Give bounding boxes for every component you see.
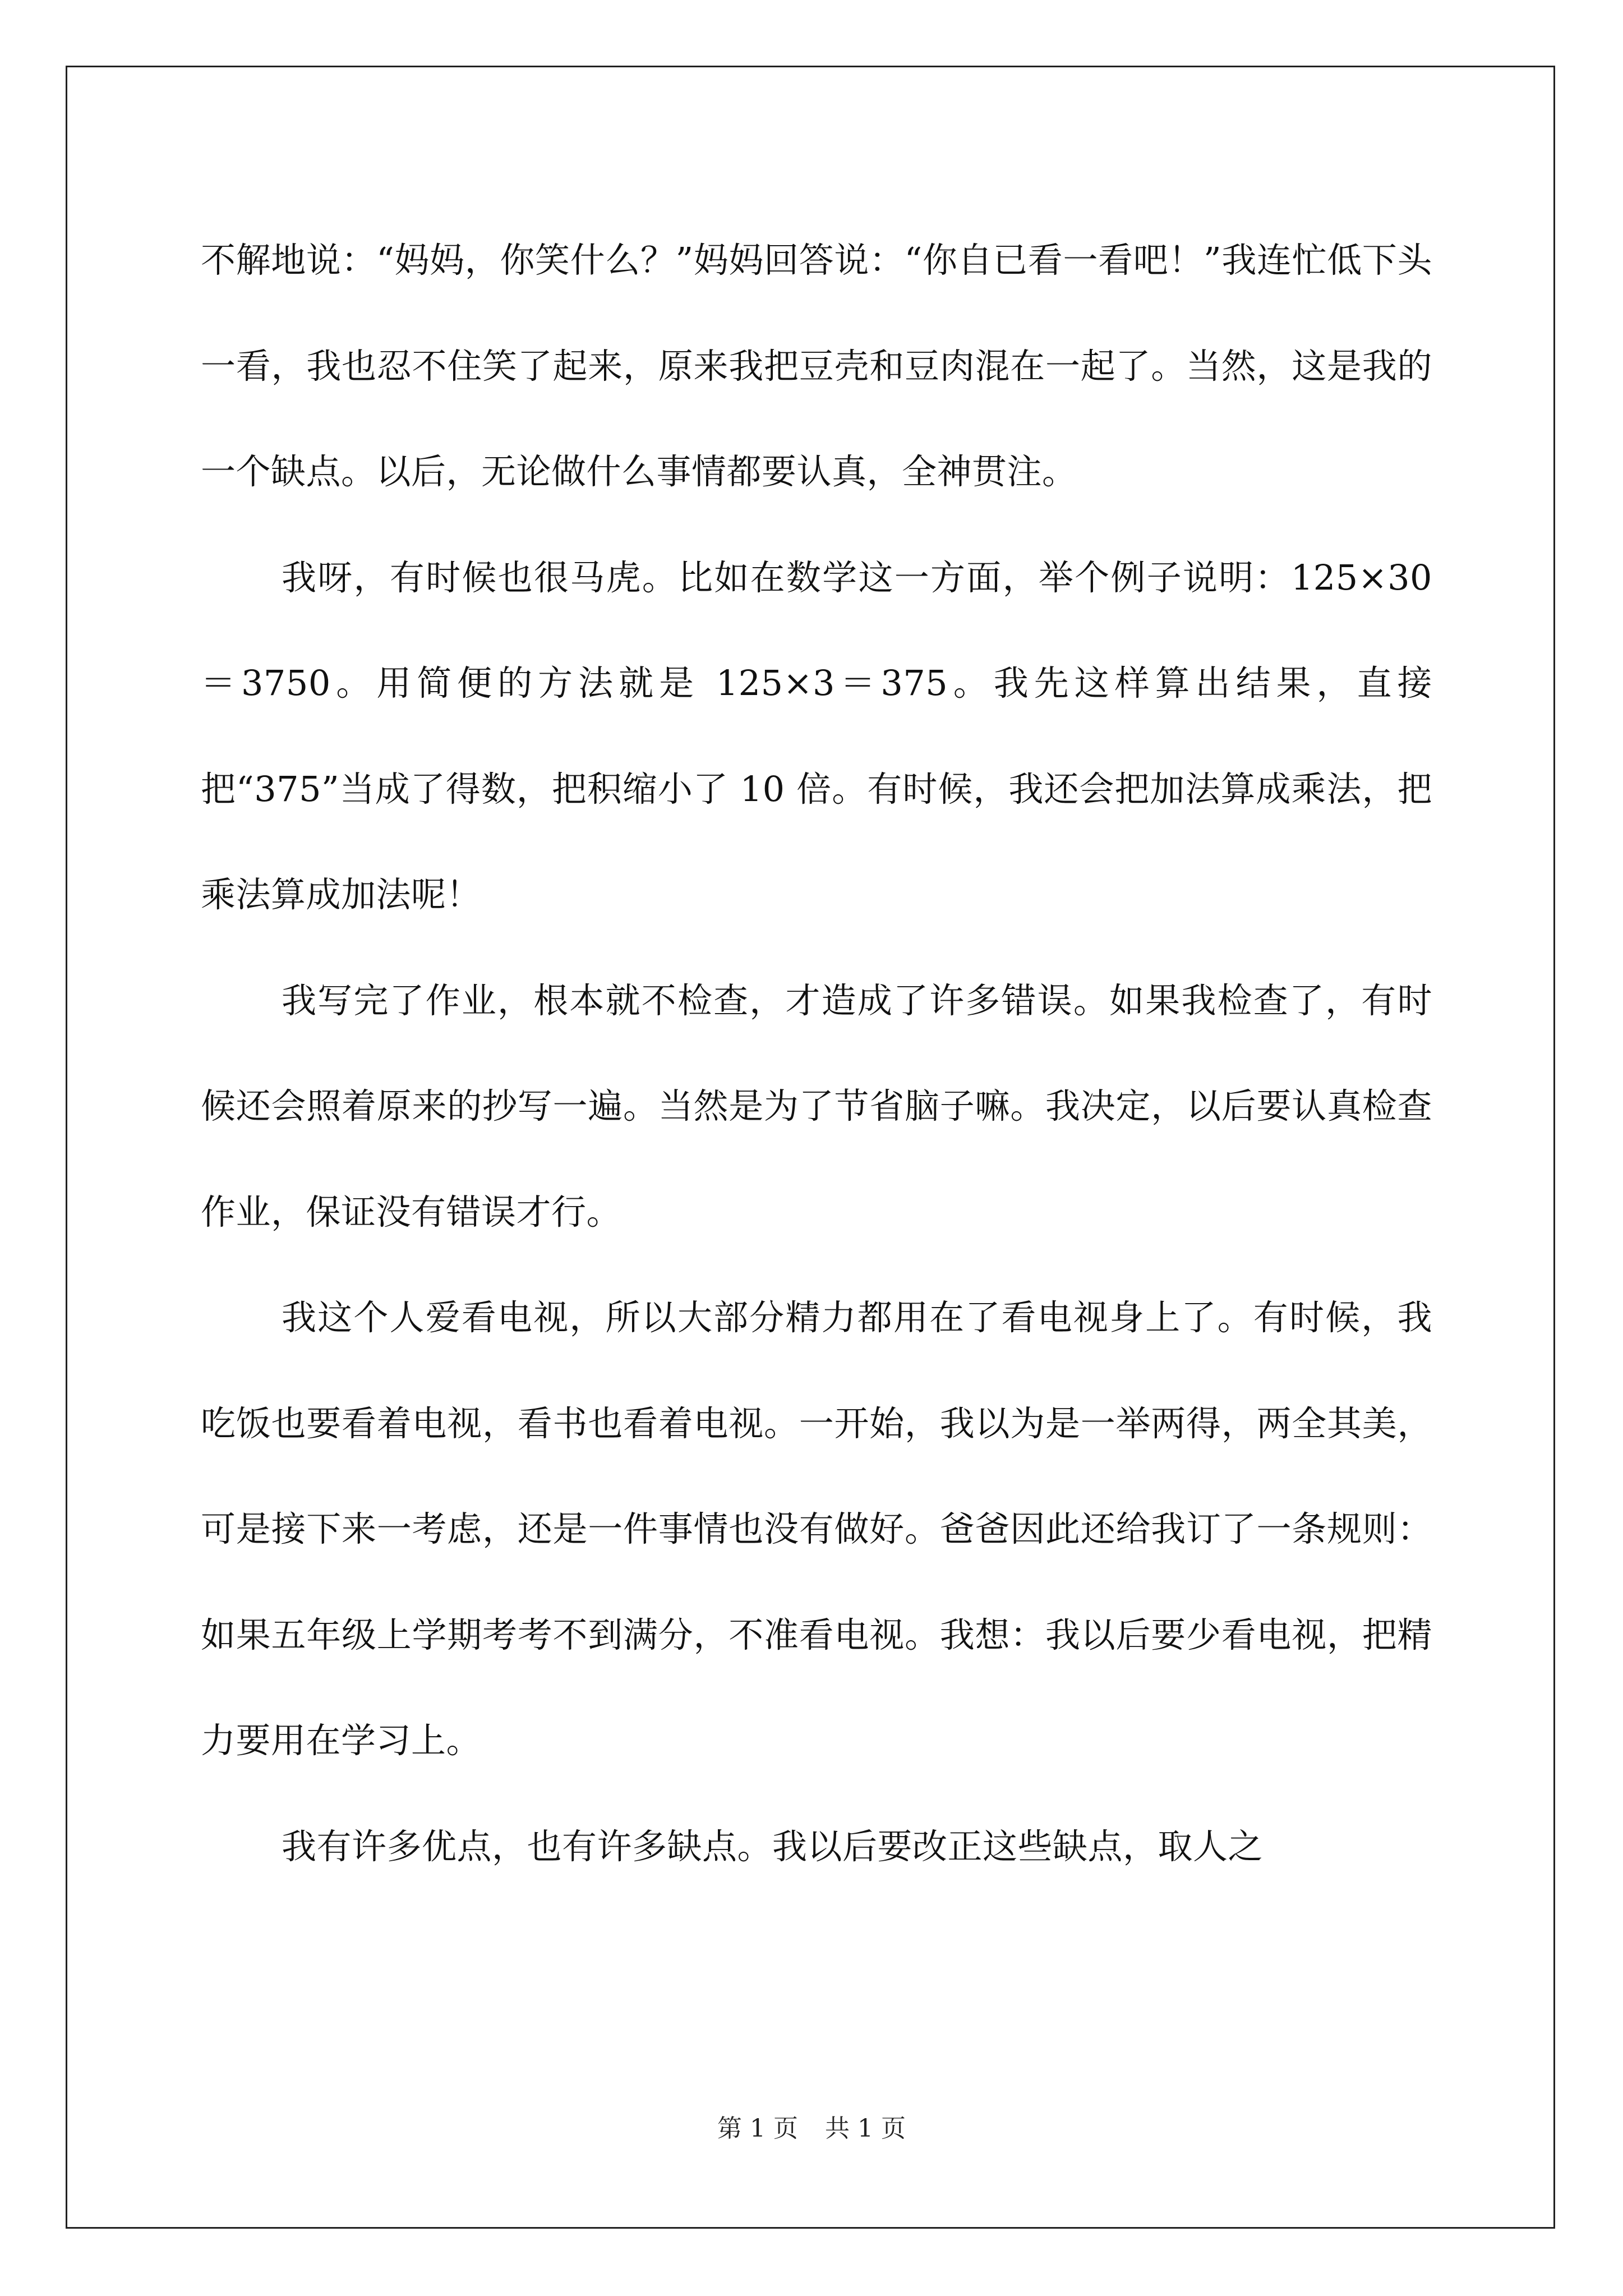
paragraph-2: 我呀，有时候也很马虎。比如在数学这一方面，举个例子说明：125×30＝3750。用简便的方法就是 125×3＝375。我先这样算出结果，直接把“375”当成了得数，把积缩小了 10 倍。有时候，我还会把加法算成乘法，把乘法算成加法呢！ xyxy=(201,556,1432,915)
total-pages: 共 1 页 xyxy=(825,2114,906,2143)
paragraph-5: 我有许多优点，也有许多缺点。我以后要改正这些缺点，取人之 xyxy=(282,1825,1264,1867)
paragraph-3: 我写完了作业，根本就不检查，才造成了许多错误。如果我检查了，有时候还会照着原来的抄写一遍。当然是为了节省脑子嘛。我决定，以后要认真检查作业，保证没有错误才行。 xyxy=(201,979,1432,1232)
document-body xyxy=(201,208,1432,1899)
page-number: 第 1 页 xyxy=(717,2114,798,2143)
paragraph-1: 不解地说：“妈妈，你笑什么？”妈妈回答说：“你自已看一看吧！”我连忙低下头一看，我也忍不住笑了起来，原来我把豆壳和豆肉混在一起了。当然，这是我的一个缺点。以后，无论做什么事情都要认真，全神贯注。 xyxy=(201,240,1432,492)
paragraph-4: 我这个人爱看电视，所以大部分精力都用在了看电视身上了。有时候，我吃饭也要看着电视，看书也看着电视。一开始，我以为是一举两得，两全其美，可是接下来一考虑，还是一件事情也没有做好。爸爸因此还给我订了一条规则：如果五年级上学期考考不到满分，不准看电视。我想：我以后要少看电视，把精力要用在学习上。 xyxy=(201,1297,1432,1761)
page-footer xyxy=(0,2112,1623,2146)
